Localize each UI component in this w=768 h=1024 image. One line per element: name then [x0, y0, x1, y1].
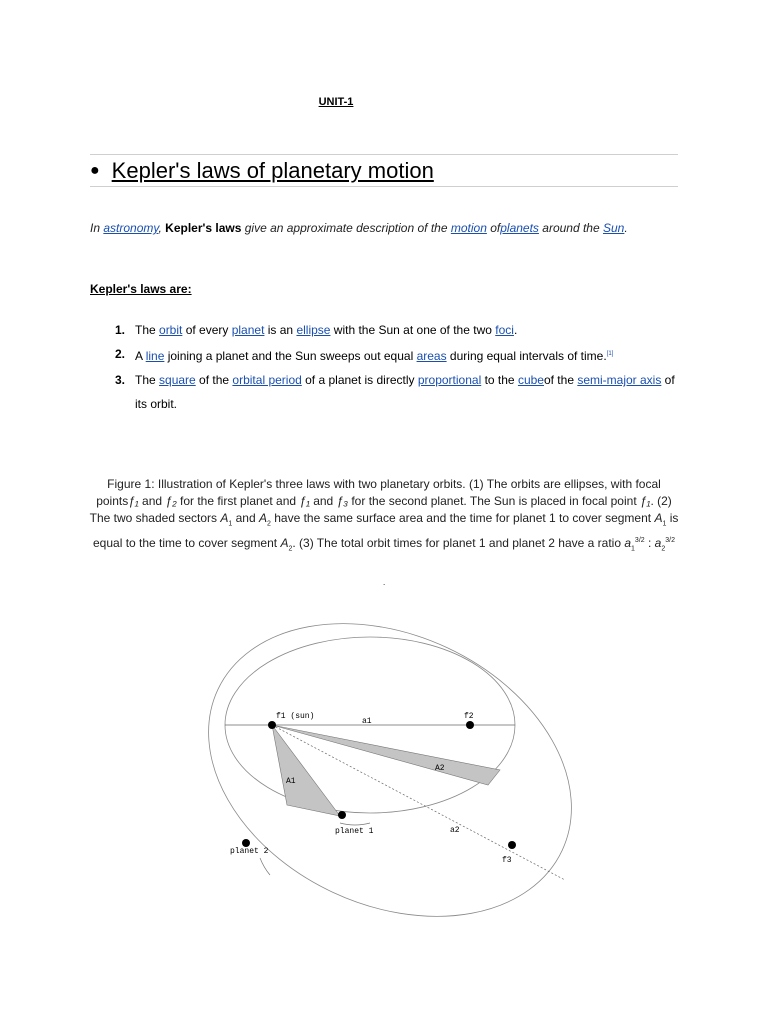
planet2-orbit	[190, 610, 590, 940]
list-item: 3. The square of the orbital period of a planet is directly proportional to the cubeof the semi-major axis of its orbit.	[115, 373, 675, 411]
link-cube[interactable]: cube	[517, 373, 544, 387]
unit-label: UNIT-1	[318, 96, 354, 108]
link-orbit[interactable]: orbit	[159, 323, 183, 337]
label-a2: a2	[450, 826, 460, 835]
link-square[interactable]: square	[159, 373, 196, 387]
planet1-arrow	[340, 823, 370, 825]
bullet-icon: ●	[90, 162, 100, 179]
kepler-orbits-diagram	[190, 610, 590, 940]
heading-bottom-rule	[90, 186, 678, 187]
label-a1: a1	[362, 717, 372, 726]
intro-paragraph: In astronomy, Kepler's laws give an approximate description of the motion ofplanets around the Sun.	[90, 221, 628, 235]
label-planet1: planet 1	[335, 827, 374, 836]
list-item: 1. The orbit of every planet is an ellipse with the Sun at one of the two foci.	[115, 323, 518, 337]
sun-focus-dot	[268, 721, 276, 729]
stray-dot: .	[383, 578, 386, 587]
planet2-arrow	[260, 858, 270, 875]
f2-focus-dot	[466, 721, 474, 729]
link-areas[interactable]: areas	[416, 349, 447, 363]
link-sun[interactable]: Sun	[603, 221, 625, 235]
laws-list	[90, 318, 680, 416]
planet2-dot	[242, 839, 250, 847]
laws-heading: Kepler's laws are:	[90, 282, 192, 296]
label-sun: f1 (sun)	[276, 712, 315, 721]
label-sector-a1: A1	[286, 777, 296, 786]
heading-top-rule	[90, 154, 678, 155]
figure-caption: Figure 1: Illustration of Kepler's three laws with two planetary orbits. (1) The orbits are ellipses, with focal pointsƒ₁ and ƒ₂ for the first planet and ƒ₁ and ƒ₃ for the second planet. The Sun is placed in focal point ƒ₁. (2) The two shaded sectors $A_1$ and $A_2$ have the same surface area and the time for planet 1 to cover segment $A_1$ is equal to the time to cover segment $A_2$. (3) The total orbit times for planet 1 and planet 2 have a ratio $a_1^{3/2}$ : $a_2^{3/2}$	[89, 477, 679, 553]
link-astronomy[interactable]: astronomy	[103, 221, 159, 235]
link-planet[interactable]: planet	[231, 323, 265, 337]
link-planets[interactable]: planets	[500, 221, 539, 235]
link-ellipse[interactable]: ellipse	[296, 323, 331, 337]
planet1-dot	[338, 811, 346, 819]
link-motion[interactable]: motion	[450, 221, 487, 235]
label-f2: f2	[464, 712, 474, 721]
section-heading	[90, 158, 434, 184]
label-sector-a2: A2	[435, 764, 445, 773]
page-title: Kepler's laws of planetary motion	[111, 158, 434, 183]
link-orbital-period[interactable]: orbital period	[232, 373, 302, 387]
label-planet2: planet 2	[230, 847, 269, 856]
link-foci[interactable]: foci	[495, 323, 514, 337]
list-item: 2. A line joining a planet and the Sun sweeps out equal areas during equal intervals of time.[1]	[115, 347, 614, 363]
reference-link[interactable]: [1]	[606, 351, 614, 357]
f3-focus-dot	[508, 841, 516, 849]
label-f3: f3	[502, 856, 512, 865]
link-line[interactable]: line	[145, 349, 165, 363]
link-proportional[interactable]: proportional	[417, 373, 482, 387]
link-semi-major-axis[interactable]: semi-major axis	[577, 373, 662, 387]
